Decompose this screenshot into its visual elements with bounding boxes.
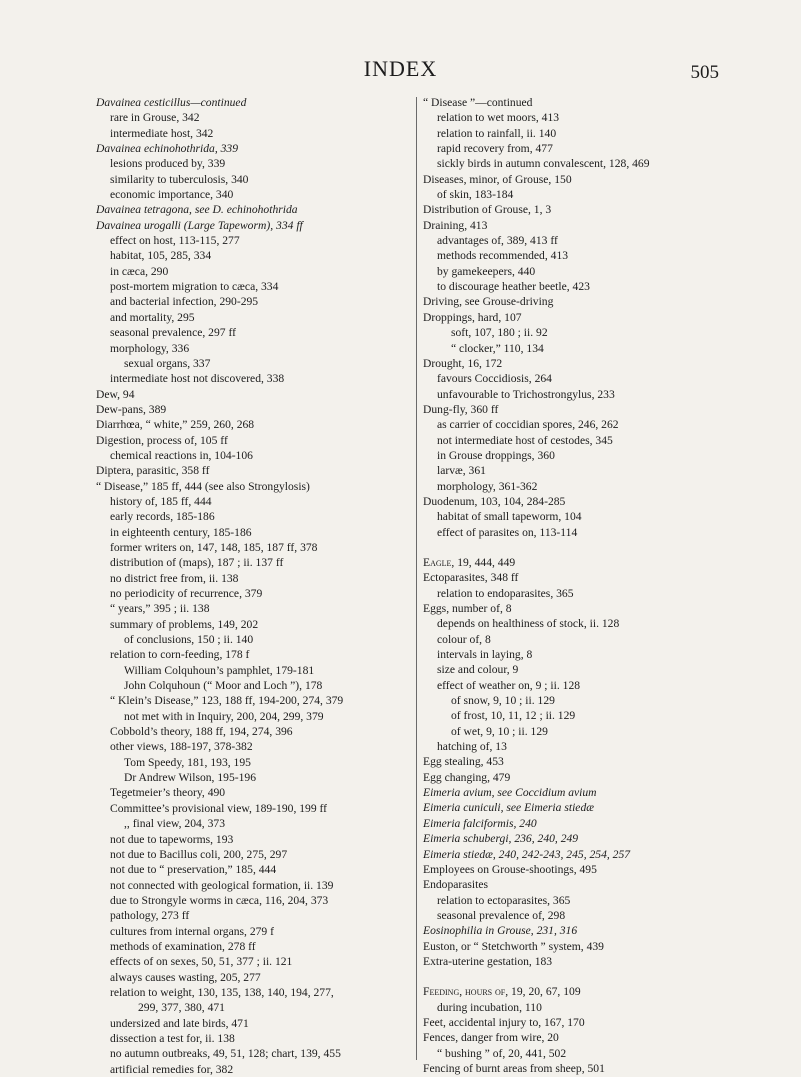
- index-subentry: in Grouse droppings, 360: [437, 448, 555, 462]
- index-subentry: hatching of, 13: [437, 740, 507, 754]
- index-subentry: John Colquhoun (“ Moor and Loch ”), 178: [124, 679, 323, 693]
- index-heading: Fencing of burnt areas from sheep, 501: [423, 1061, 605, 1075]
- index-subentry: rare in Grouse, 342: [110, 111, 200, 125]
- index-subentry: of skin, 183-184: [437, 188, 514, 202]
- index-subentry: morphology, 336: [110, 341, 190, 355]
- index-subentry: history of, 185 ff, 444: [110, 494, 212, 508]
- index-subentry: and mortality, 295: [110, 310, 195, 324]
- index-subentry: relation to weight, 130, 135, 138, 140, 194, 277,: [110, 985, 334, 999]
- index-subentry: no district free from, ii. 138: [110, 571, 239, 585]
- index-subentry: similarity to tuberculosis, 340: [110, 172, 249, 186]
- index-heading: Diptera, parasitic, 358 ff: [96, 464, 210, 478]
- index-heading: Davainea tetragona, see D. echinohothrida: [96, 203, 298, 217]
- index-subentry: artificial remedies for, 382: [110, 1062, 234, 1076]
- index-subentry: and bacterial infection, 290-295: [110, 295, 259, 309]
- index-subentry: of snow, 9, 10 ; ii. 129: [451, 694, 555, 708]
- index-heading: Eosinophilia in Grouse, 231, 316: [423, 924, 578, 938]
- index-subentry: other views, 188-197, 378-382: [110, 740, 253, 754]
- index-heading: Egg stealing, 453: [423, 755, 504, 769]
- index-subentry: of conclusions, 150 ; ii. 140: [124, 633, 254, 647]
- index-subentry: effect on host, 113-115, 277: [110, 234, 240, 248]
- index-subentry: larvæ, 361: [437, 464, 486, 478]
- index-subentry: not intermediate host of cestodes, 345: [437, 433, 613, 447]
- index-heading: Feet, accidental injury to, 167, 170: [423, 1015, 585, 1029]
- index-subentry: due to Strongyle worms in cæca, 116, 204, 373: [110, 893, 329, 907]
- index-heading: Fences, danger from wire, 20: [423, 1031, 559, 1045]
- index-subentry: no autumn outbreaks, 49, 51, 128; chart, 139, 455: [110, 1047, 341, 1061]
- entry-gap: [423, 540, 778, 555]
- index-subentry: post-mortem migration to cæca, 334: [110, 280, 279, 294]
- index-subentry: distribution of (maps), 187 ; ii. 137 ff: [110, 556, 284, 570]
- index-subentry: relation to wet moors, 413: [437, 111, 560, 125]
- index-heading: Egg changing, 479: [423, 770, 511, 784]
- column-divider: [416, 97, 417, 1060]
- index-heading: Distribution of Grouse, 1, 3: [423, 203, 552, 217]
- index-subentry: Cobbold’s theory, 188 ff, 194, 274, 396: [110, 725, 293, 739]
- index-subentry: dissection a test for, ii. 138: [110, 1031, 235, 1045]
- index-subentry: to discourage heather beetle, 423: [437, 280, 590, 294]
- index-heading: Eimeria falciformis, 240: [423, 816, 537, 830]
- index-heading: Dew, 94: [96, 387, 135, 401]
- page-number: 505: [690, 62, 719, 83]
- index-subentry: no periodicity of recurrence, 379: [110, 587, 263, 600]
- index-subentry: always causes wasting, 205, 277: [110, 970, 261, 984]
- index-subentry: relation to rainfall, ii. 140: [437, 126, 557, 140]
- index-subentry: effect of weather on, 9 ; ii. 128: [437, 678, 581, 692]
- index-subentry: habitat, 105, 285, 334: [110, 249, 212, 263]
- index-subentry: advantages of, 389, 413 ff: [437, 234, 558, 248]
- index-heading: Duodenum, 103, 104, 284-285: [423, 494, 566, 508]
- index-subentry: favours Coccidiosis, 264: [437, 372, 552, 386]
- index-subentry: not due to “ preservation,” 185, 444: [110, 863, 277, 877]
- index-subentry: ,, final view, 204, 373: [124, 817, 225, 831]
- index-heading: Eimeria schubergi, 236, 240, 249: [423, 832, 579, 846]
- index-subentry: not met with in Inquiry, 200, 204, 299, 379: [124, 709, 324, 723]
- index-heading: Feeding, hours of, 19, 20, 67, 109: [423, 985, 581, 999]
- index-subentry: Committee’s provisional view, 189-190, 199 ff: [110, 801, 328, 815]
- index-subentry: of frost, 10, 11, 12 ; ii. 129: [451, 709, 576, 723]
- index-heading: “ Disease,” 185 ff, 444 (see also Strongylosis): [96, 479, 310, 493]
- index-heading: Droppings, hard, 107: [423, 310, 522, 324]
- index-subentry: chemical reactions in, 104-106: [110, 448, 253, 462]
- index-subentry: 299, 377, 380, 471: [138, 1001, 225, 1015]
- index-heading: Euston, or “ Stetchworth ” system, 439: [423, 939, 604, 953]
- index-subentry: pathology, 273 ff: [110, 909, 190, 923]
- index-subentry: seasonal prevalence, 297 ff: [110, 326, 236, 340]
- index-subentry: undersized and late birds, 471: [110, 1016, 249, 1030]
- index-heading: Diarrhœa, “ white,” 259, 260, 268: [96, 418, 255, 432]
- index-heading: Davainea urogalli (Large Tapeworm), 334 ff: [96, 218, 303, 232]
- index-subentry: effects of on sexes, 50, 51, 377 ; ii. 121: [110, 955, 293, 969]
- index-subentry: not due to Bacillus coli, 200, 275, 297: [110, 847, 288, 861]
- index-subentry: relation to endoparasites, 365: [437, 586, 574, 600]
- index-subentry: economic importance, 340: [110, 188, 234, 202]
- index-heading: Eimeria avium, see Coccidium avium: [423, 786, 597, 800]
- index-heading: Extra-uterine gestation, 183: [423, 954, 553, 968]
- index-subentry: in eighteenth century, 185-186: [110, 525, 252, 539]
- index-subentry: former writers on, 147, 148, 185, 187 ff, 378: [110, 540, 318, 554]
- index-heading: Employees on Grouse-shootings, 495: [423, 862, 597, 876]
- index-heading: Eimeria cuniculi, see Eimeria stiedæ: [423, 801, 594, 815]
- index-subentry: not due to tapeworms, 193: [110, 832, 234, 846]
- index-subentry: of wet, 9, 10 ; ii. 129: [451, 724, 548, 738]
- index-subentry: sickly birds in autumn convalescent, 128, 469: [437, 157, 650, 171]
- index-heading: Dew-pans, 389: [96, 402, 167, 416]
- index-subentry: “ years,” 395 ; ii. 138: [110, 602, 210, 616]
- index-subentry: Tegetmeier’s theory, 490: [110, 786, 226, 800]
- index-heading: Ectoparasites, 348 ff: [423, 571, 519, 585]
- index-subentry: intervals in laying, 8: [437, 648, 533, 662]
- entry-gap: [423, 969, 778, 984]
- index-subentry: summary of problems, 149, 202: [110, 617, 259, 631]
- index-subentry: seasonal prevalence of, 298: [437, 908, 566, 922]
- left-index-column: [96, 95, 410, 1077]
- index-subentry: depends on healthiness of stock, ii. 128: [437, 617, 620, 631]
- index-heading: Dung-fly, 360 ff: [423, 402, 499, 416]
- index-heading: “ Disease ”—continued: [423, 96, 533, 109]
- index-heading: Davainea cesticillus—continued: [96, 96, 247, 109]
- index-heading: Eggs, number of, 8: [423, 602, 512, 615]
- index-subentry: in cæca, 290: [110, 264, 169, 278]
- index-heading: Eimeria stiedæ, 240, 242-243, 245, 254, 257: [423, 847, 631, 861]
- index-subentry: not connected with geological formation, ii. 139: [110, 878, 334, 892]
- index-heading: Digestion, process of, 105 ff: [96, 433, 228, 447]
- index-subentry: habitat of small tapeworm, 104: [437, 510, 582, 524]
- index-subentry: relation to corn-feeding, 178 f: [110, 648, 250, 662]
- index-subentry: colour of, 8: [437, 632, 491, 646]
- index-subentry: William Colquhoun’s pamphlet, 179-181: [124, 663, 315, 677]
- index-subentry: as carrier of coccidian spores, 246, 262: [437, 418, 619, 432]
- index-subentry: morphology, 361-362: [437, 479, 538, 493]
- index-subentry: lesions produced by, 339: [110, 157, 226, 171]
- index-subentry: by gamekeepers, 440: [437, 264, 536, 278]
- index-subentry: effect of parasites on, 113-114: [437, 525, 578, 539]
- index-subentry: sexual organs, 337: [124, 356, 211, 370]
- index-subentry: “ bushing ” of, 20, 441, 502: [437, 1046, 567, 1060]
- right-index-column: [423, 95, 778, 1076]
- index-subentry: soft, 107, 180 ; ii. 92: [451, 326, 548, 340]
- index-subentry: rapid recovery from, 477: [437, 142, 553, 156]
- index-subentry: Dr Andrew Wilson, 195-196: [124, 771, 256, 785]
- index-heading: Diseases, minor, of Grouse, 150: [423, 172, 572, 186]
- index-subentry: early records, 185-186: [110, 510, 215, 524]
- index-heading: Drought, 16, 172: [423, 356, 503, 370]
- index-subentry: methods of examination, 278 ff: [110, 939, 256, 953]
- index-subentry: Tom Speedy, 181, 193, 195: [124, 755, 251, 769]
- index-subentry: “ clocker,” 110, 134: [451, 341, 544, 355]
- page-title: INDEX: [363, 56, 438, 81]
- page-header: [0, 56, 801, 86]
- index-subentry: size and colour, 9: [437, 663, 519, 677]
- index-heading: Eagle, 19, 444, 449: [423, 555, 516, 569]
- index-heading: Draining, 413: [423, 218, 488, 232]
- index-subentry: cultures from internal organs, 279 f: [110, 924, 274, 938]
- index-subentry: relation to ectoparasites, 365: [437, 893, 571, 907]
- index-subentry: methods recommended, 413: [437, 249, 569, 263]
- index-subentry: “ Klein’s Disease,” 123, 188 ff, 194-200, 274, 379: [110, 694, 344, 708]
- index-heading: Driving, see Grouse-driving: [423, 295, 554, 309]
- index-subentry: intermediate host, 342: [110, 126, 214, 140]
- index-heading: Davainea echinohothrida, 339: [96, 142, 239, 156]
- index-subentry: unfavourable to Trichostrongylus, 233: [437, 387, 615, 401]
- index-subentry: intermediate host not discovered, 338: [110, 372, 285, 386]
- index-heading: Endoparasites: [423, 878, 489, 892]
- index-subentry: during incubation, 110: [437, 1000, 542, 1014]
